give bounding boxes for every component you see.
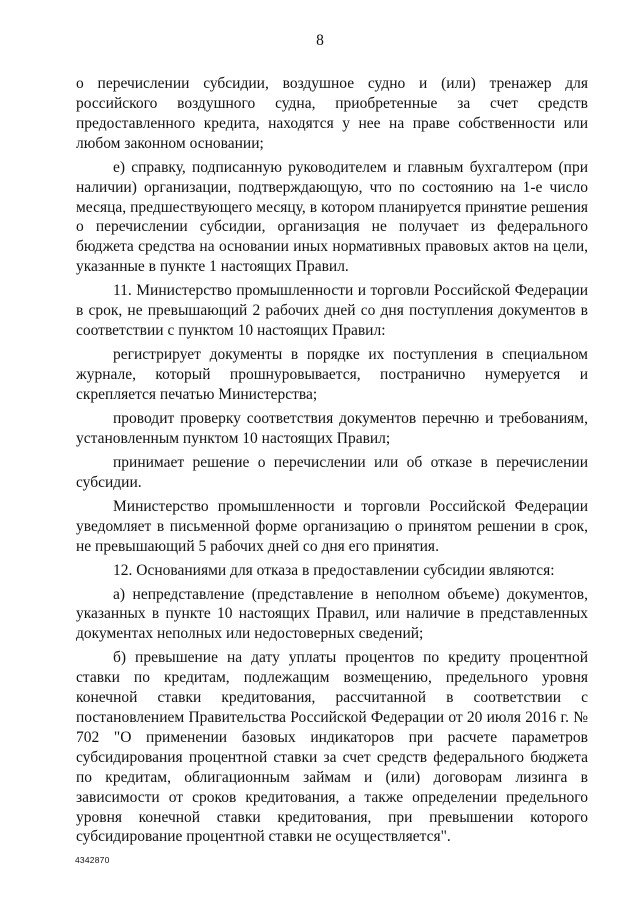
paragraph-registers: регистрирует документы в порядке их поступления в специальном журнале, который прошнуровывается, постранично нумеруется и скрепляется печатью Министерства;	[76, 346, 588, 403]
document-code: 4342870	[75, 855, 110, 865]
paragraph-item-b: б) превышение на дату уплаты процентов по кредиту процентной ставки по кредитам, подлежащим возмещению, предельного уровня конечной ставки кредитования, рассчитанной в соответствии с постановлением Правительства Российской Федерации от 20 июля 2016 г. № 702 "О применении базовых индикаторов при расчете параметров субсидирования процентной ставки за счет средств федерального бюджета по кредитам, облигационным займам и (или) договорам лизинга в зависимости от сроков кредитования, а также определении предельного уровня конечной ставки кредитования, при превышении которого субсидирование процентной ставки не осуществляется".	[76, 649, 588, 846]
paragraph-checks: проводит проверку соответствия документов перечню и требованиям, установленным пунктом 10 настоящих Правил;	[76, 409, 588, 447]
paragraph-item-a: а) непредставление (представление в неполном объеме) документов, указанных в пункте 10 настоящих Правил, или наличие в представленных документах неполных или недостоверных сведений;	[76, 585, 588, 643]
paragraph-clause-12: 12. Основаниями для отказа в предоставлении субсидии являются:	[113, 561, 555, 579]
paragraph-clause-11: 11. Министерство промышленности и торговли Российской Федерации в срок, не превышающий 2 рабочих дней со дня поступления документов в соответствии с пунктом 10 настоящих Правил:	[76, 282, 588, 340]
document-body	[76, 74, 588, 851]
paragraph-notifies: Министерство промышленности и торговли Российской Федерации уведомляет в письменной форме организацию о принятом решении в срок, не превышающий 5 рабочих дней со дня его принятия.	[76, 497, 588, 555]
paragraph-item-e: е) справку, подписанную руководителем и главным бухгалтером (при наличии) организации, подтверждающую, что по состоянию на 1-е число месяца, предшествующего месяцу, в котором планируется принятие решения о перечислении субсидии, организация не получает из федерального бюджета средства на основании иных нормативных правовых актов на цели, указанные в пункте 1 настоящих Правил.	[76, 158, 588, 276]
paragraph-decides: принимает решение о перечислении или об отказе в перечислении субсидии.	[76, 453, 588, 491]
paragraph-continuation: о перечислении субсидии, воздушное судно и (или) тренажер для российского воздушного судна, приобретенные за счет средств предоставленного кредита, находятся у нее на праве собственности или любом законном основании;	[76, 75, 588, 152]
page-number: 8	[316, 32, 324, 49]
